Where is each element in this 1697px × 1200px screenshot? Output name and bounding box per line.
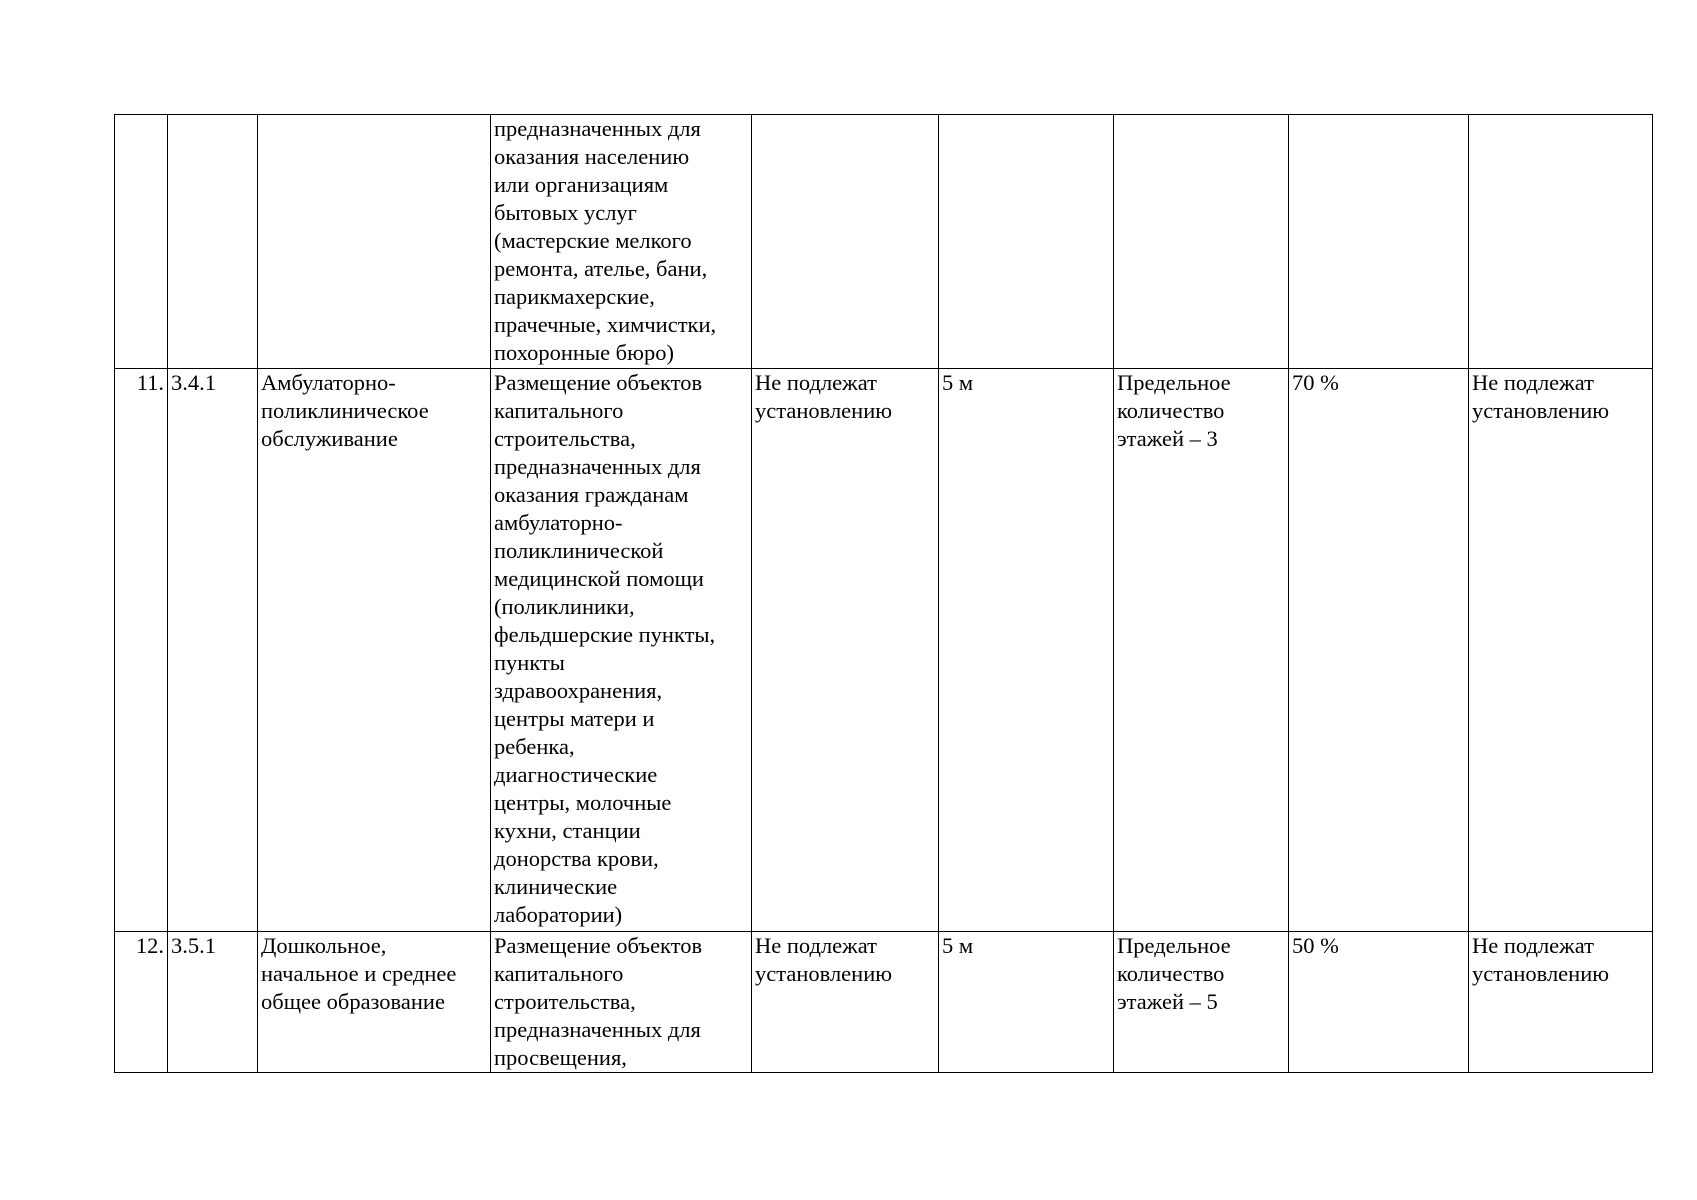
other-params-cell [1469, 115, 1653, 369]
use-code-cell: 3.5.1 [168, 932, 258, 1073]
use-description-cell: Размещение объектов капитального строительства, предназначенных для просвещения, [491, 932, 752, 1073]
use-description-cell: предназначенных для оказания населению или организациям бытовых услуг (мастерские мелкого ремонта, ателье, бани, парикмахерские, прачечные, химчистки, похоронные бюро) [491, 115, 752, 369]
row-number-cell: 11. [115, 369, 168, 932]
setback-cell: 5 м [939, 369, 1114, 932]
row-number-cell: 12. [115, 932, 168, 1073]
table-row [115, 369, 1653, 932]
use-code-cell: 3.4.1 [168, 369, 258, 932]
other-params-cell: Не подлежат установлению [1469, 369, 1653, 932]
floors-cell [1114, 115, 1289, 369]
coverage-cell: 70 % [1289, 369, 1469, 932]
setback-cell: 5 м [939, 932, 1114, 1073]
table-row [115, 115, 1653, 369]
coverage-cell: 50 % [1289, 932, 1469, 1073]
floors-cell: Предельное количество этажей – 5 [1114, 932, 1289, 1073]
other-params-cell: Не подлежат установлению [1469, 932, 1653, 1073]
use-name-cell [258, 115, 491, 369]
plot-area-cell: Не подлежат установлению [752, 369, 939, 932]
setback-cell [939, 115, 1114, 369]
regulations-table [114, 114, 1653, 1073]
floors-cell: Предельное количество этажей – 3 [1114, 369, 1289, 932]
plot-area-cell [752, 115, 939, 369]
table-row [115, 932, 1653, 1073]
use-description-cell: Размещение объектов капитального строительства, предназначенных для оказания гражданам амбулаторно- поликлинической медицинской помощи (поликлиники, фельдшерские пункты, пункты здравоохранения, центры матери и ребенка, диагностические центры, молочные кухни, станции донорства крови, клинические лаборатории) [491, 369, 752, 932]
use-name-cell: Дошкольное, начальное и среднее общее образование [258, 932, 491, 1073]
plot-area-cell: Не подлежат установлению [752, 932, 939, 1073]
use-code-cell [168, 115, 258, 369]
coverage-cell [1289, 115, 1469, 369]
row-number-cell [115, 115, 168, 369]
use-name-cell: Амбулаторно- поликлиническое обслуживание [258, 369, 491, 932]
